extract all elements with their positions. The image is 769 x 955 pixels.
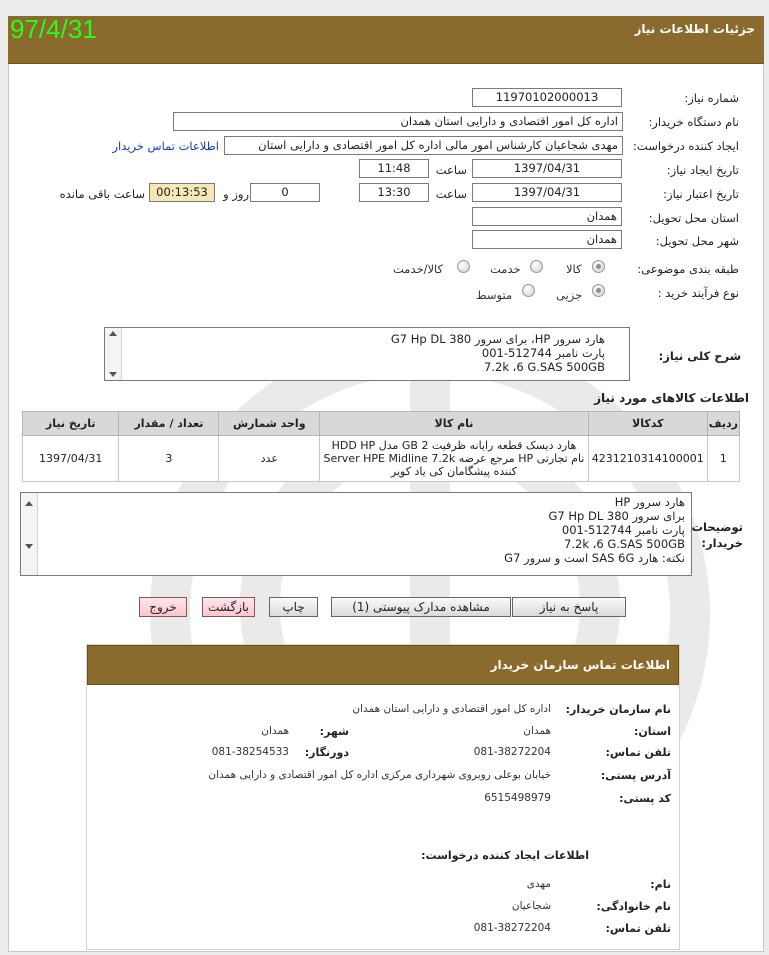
fax-label: دورنگار: — [304, 746, 349, 759]
summary-textarea[interactable] — [104, 327, 630, 381]
province-label: استان: — [634, 725, 671, 738]
notes-scrollbar[interactable] — [21, 493, 38, 575]
col-code: کدکالا — [588, 412, 707, 436]
category-radio-both[interactable] — [457, 260, 470, 273]
exit-button[interactable]: خروج — [139, 597, 187, 617]
postal-label: کد پستی: — [619, 792, 671, 805]
created-time-label: ساعت — [435, 163, 467, 177]
address-value: خیابان بوعلی روبروی شهرداری مرکزی اداره کل امور اقتصادی و دارایی همدان — [208, 769, 551, 781]
city-value: همدان — [261, 725, 289, 737]
created-time-field[interactable]: 11:48 — [359, 159, 429, 178]
notes-line: هارد سرور HP — [614, 495, 685, 509]
col-unit: واحد شمارش — [219, 412, 320, 436]
cell-unit: عدد — [219, 436, 320, 482]
process-option-medium: متوسط — [476, 288, 513, 302]
days-label: روز و — [223, 187, 249, 201]
page-title: جزئیات اطلاعات نیاز — [634, 22, 755, 36]
cell-name-line: کننده پیشگامان کی یاد کویر — [390, 465, 518, 478]
process-option-minor: جزیی — [556, 288, 583, 302]
phone-label: تلفن تماس: — [605, 746, 671, 759]
creator-phone-value: 081-38272204 — [473, 922, 551, 934]
category-radio-service[interactable] — [530, 260, 543, 273]
notes-line: برای سرور 380 G7 Hp DL — [548, 509, 685, 523]
cell-date: 1397/04/31 — [23, 436, 119, 482]
date-stamp: 97/4/31 — [10, 14, 97, 44]
summary-line: پارت نامبر 512744-001 — [481, 346, 605, 360]
notes-textarea[interactable] — [20, 492, 692, 576]
process-label: نوع فرآیند خرید : — [657, 286, 739, 300]
creator-label: ایجاد کننده درخواست: — [633, 139, 739, 153]
city-label: شهر: — [319, 725, 349, 738]
name-label: نام: — [650, 878, 671, 891]
fax-value: 081-38254533 — [211, 746, 289, 758]
cell-name — [320, 436, 589, 482]
cell-name-line: هارد دیسک قطعه رایانه ظرفیت 2 GB مدل HDD HP — [331, 439, 577, 452]
notes-line: 7.2k ،6 G.SAS 500GB — [564, 537, 685, 551]
remaining-label: ساعت باقی مانده — [59, 187, 145, 201]
delivery-city-label: شهر محل تحویل: — [655, 234, 739, 248]
process-radio-minor[interactable] — [592, 284, 605, 297]
contact-panel-header — [87, 645, 679, 685]
postal-value: 6515498979 — [484, 792, 551, 804]
category-option-goods: کالا — [566, 262, 582, 276]
notes-line: نکته: هارد SAS 6G است و سرور G7 — [504, 551, 685, 565]
name-value: مهدی — [526, 878, 551, 890]
org-value: اداره کل امور اقتصادی و دارایی استان همدان — [352, 703, 551, 715]
scroll-down-icon[interactable] — [109, 372, 117, 377]
cell-qty: 3 — [119, 436, 219, 482]
items-table — [22, 411, 740, 482]
documents-button[interactable]: مشاهده مدارک پیوستی (1) — [331, 597, 511, 617]
need-number-label: شماره نیاز: — [684, 91, 739, 105]
items-title: اطلاعات کالاهای مورد نیاز — [594, 391, 749, 405]
valid-time-field[interactable]: 13:30 — [359, 183, 429, 202]
cell-code: 4231210314100001 — [588, 436, 707, 482]
need-number-field[interactable]: 1197010200001З — [472, 88, 622, 107]
cell-name-line: نام تجارتی HP مرجع عرضه Server HPE Midline 7.2k — [323, 452, 585, 465]
valid-date-field[interactable]: 1397/04/31 — [472, 183, 622, 202]
delivery-city-field[interactable]: همدان — [472, 230, 622, 249]
table-row — [23, 436, 740, 482]
buyer-org-label: نام دستگاه خریدار: — [648, 115, 739, 129]
respond-button[interactable]: پاسخ به نیاز — [512, 597, 626, 617]
valid-date-label: تاریخ اعتبار نیاز: — [663, 187, 739, 201]
category-radio-goods[interactable] — [592, 260, 605, 273]
created-date-label: تاریخ ایجاد نیاز: — [666, 163, 739, 177]
org-label: نام سازمان خریدار: — [565, 703, 671, 716]
category-label: طبقه بندی موضوعی: — [637, 262, 739, 276]
delivery-province-field[interactable]: همدان — [472, 207, 622, 226]
days-field[interactable]: 0 — [250, 183, 320, 202]
remaining-time-field[interactable]: 00:13:53 — [149, 183, 215, 202]
notes-line: پارت نامبر 512744-001 — [561, 523, 685, 537]
delivery-province-label: استان محل تحویل: — [648, 211, 739, 225]
col-qty: تعداد / مقدار — [119, 412, 219, 436]
family-label: نام خانوادگی: — [596, 900, 671, 913]
scroll-up-icon[interactable] — [25, 501, 33, 506]
contact-panel — [86, 644, 680, 950]
buyer-contact-link[interactable]: اطلاعات تماس خریدار — [112, 139, 219, 153]
col-row: ردیف — [707, 412, 739, 436]
creator-info-title: اطلاعات ایجاد کننده درخواست: — [421, 849, 589, 862]
category-option-both: کالا/خدمت — [393, 262, 444, 276]
province-value: همدان — [523, 725, 551, 737]
items-header-row — [23, 412, 740, 436]
family-value: شجاعیان — [511, 900, 551, 912]
summary-label: شرح کلی نیاز: — [658, 349, 741, 363]
valid-time-label: ساعت — [435, 187, 467, 201]
phone-value: 081-38272204 — [473, 746, 551, 758]
summary-line: 7.2k ،6 G.SAS 500GB — [484, 360, 605, 374]
col-name: نام کالا — [320, 412, 589, 436]
cell-row: 1 — [707, 436, 739, 482]
address-label: آدرس پستی: — [600, 769, 671, 782]
creator-phone-label: تلفن تماس: — [605, 922, 671, 935]
col-date: تاریخ نیاز — [23, 412, 119, 436]
contact-panel-title: اطلاعات تماس سازمان خریدار — [490, 658, 670, 672]
category-option-service: خدمت — [490, 262, 521, 276]
back-button[interactable]: بازگشت — [202, 597, 255, 617]
process-radio-medium[interactable] — [522, 284, 535, 297]
notes-label-2: خریدار: — [701, 536, 743, 550]
summary-line: هارد سرور HP، برای سرور 380 G7 Hp DL — [390, 332, 605, 346]
created-date-field[interactable]: 1397/04/31 — [472, 159, 622, 178]
scroll-up-icon[interactable] — [109, 331, 117, 336]
scroll-down-icon[interactable] — [25, 544, 33, 549]
notes-label: توضیحات — [691, 520, 743, 534]
print-button[interactable]: چاپ — [269, 597, 318, 617]
creator-field[interactable]: مهدی شجاعیان کارشناس امور مالی اداره کل امور اقتصادی و دارایی استان — [224, 136, 623, 155]
buyer-org-field[interactable]: اداره کل امور اقتصادی و دارایی استان همدان — [173, 112, 623, 131]
summary-scrollbar[interactable] — [105, 328, 122, 380]
